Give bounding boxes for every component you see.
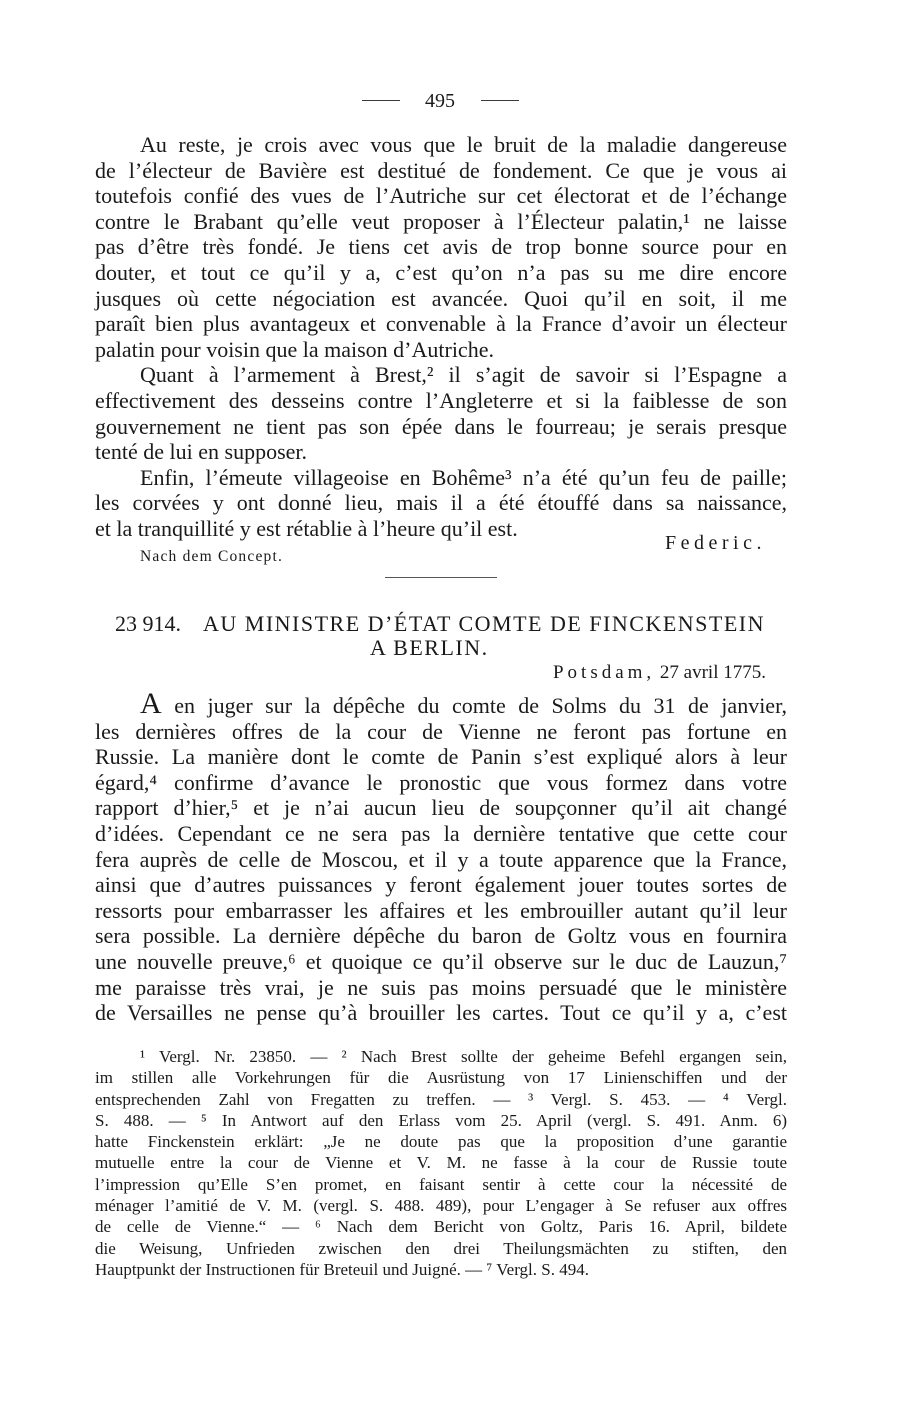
footnote-line: l’impression qu’Elle S’en promet, en faisant sentir à cette cour la nécessité de	[95, 1174, 787, 1194]
footnote-line: im stillen alle Vorkehrungen für die Ausrüstung von 17 Linienschiffen und der	[95, 1068, 787, 1088]
letter-body	[95, 687, 788, 1026]
text-line: contre le Brabant qu’elle veut proposer à l’Électeur palatin,¹ ne laisse	[95, 208, 787, 234]
text-line: ressorts pour embarrasser les affaires et les embrouiller autant qu’il leur	[95, 897, 787, 923]
signature: Federic.	[665, 532, 766, 554]
text-line: effectivement des desseins contre l’Angleterre et si la faiblesse de son	[95, 387, 787, 413]
footnotes	[95, 1046, 787, 1280]
text-line: et la tranquillité y est rétablie à l’heure qu’il est.	[95, 515, 518, 541]
footnote-line: hatte Finckenstein erklärt: „Je ne doute pas que la proposition d’une garantie	[95, 1132, 787, 1152]
text-line: toutefois confié des vues de l’Autriche sur cet électorat et de l’échange	[95, 183, 787, 209]
footnote-line: entsprechenden Zahl von Fregatten zu treffen. — ³ Vergl. S. 453. — ⁴ Vergl.	[95, 1089, 787, 1109]
text-line: douter, et tout ce qu’il y a, c’est qu’on n’a pas su me dire encore	[95, 259, 787, 285]
text-line: me paraisse très vrai, je ne suis pas moins persuadé que le ministère	[95, 974, 787, 1000]
drop-cap-initial: A	[140, 687, 162, 720]
footnote-line: ¹ Vergl. Nr. 23850. — ² Nach Brest sollte der geheime Befehl ergangen sein,	[140, 1047, 787, 1066]
header-rule-left	[362, 100, 400, 101]
text-line: gouvernement ne tient pas son épée dans le fourreau; je serais presque	[95, 413, 787, 439]
footnote-line: die Weisung, Unfrieden zwischen den drei Theilungsmächten zu stiften, den	[95, 1238, 787, 1258]
text-line: les dernières offres de la cour de Vienne ne feront pas fortune en	[95, 718, 787, 744]
footnote-line: de celle de Vienne.“ — ⁶ Nach dem Bericht von Goltz, Paris 16. April, bildete	[95, 1217, 787, 1237]
text-line: de l’électeur de Bavière est destitué de fondement. Ce que je vous ai	[95, 157, 787, 183]
text-line: palatin pour voisin que la maison d’Autriche.	[95, 336, 494, 362]
date: 27 avril 1775.	[659, 662, 766, 683]
text-line	[95, 687, 788, 720]
footnote-line: mutuelle entre la cour de Vienne et V. M. ne fasse à la cour de Russie toute	[95, 1153, 787, 1173]
letter-location: A BERLIN.	[370, 635, 489, 660]
text-line: jusques où cette négociation est avancée. Quoi qu’il en soit, il me	[95, 285, 787, 311]
letter-number: 23 914.	[115, 611, 181, 636]
text-line: Quant à l’armement à Brest,² il s’agit de savoir si l’Espagne a	[140, 362, 787, 388]
paragraph	[95, 687, 788, 1026]
text-line: tenté de lui en supposer.	[95, 439, 308, 465]
text-line: les corvées y ont donné lieu, mais il a été étouffé dans sa naissance,	[95, 490, 787, 516]
paragraph	[95, 362, 787, 464]
text-line: égard,⁴ confirme d’avance le pronostic que vous formez dans votre	[95, 769, 787, 795]
paragraph	[95, 132, 787, 362]
page-number: 495	[425, 90, 455, 112]
text-line: paraît bien plus avantageux et convenable à la France d’avoir un électeur	[95, 311, 787, 337]
text-line: ainsi que d’autres puissances y feront également jouer toutes sortes de	[95, 872, 787, 898]
place: Potsdam,	[552, 662, 656, 683]
source-note: Nach dem Concept.	[140, 548, 284, 565]
text-line: d’idées. Cependant ce ne sera pas la dernière tentative que cette cour	[95, 820, 787, 846]
line-text: en juger sur la dépêche du comte de Solms du 31 de janvier,	[174, 693, 788, 718]
text-line: pas d’être très fondé. Je tiens cet avis de trop bonne source pour en	[95, 234, 787, 260]
text-line: sera possible. La dernière dépêche du baron de Goltz vous en fournira	[95, 923, 787, 949]
footnote-line: S. 488. — ⁵ In Antwort auf den Erlass vom 25. April (vergl. S. 491. Anm. 6)	[95, 1110, 787, 1130]
footnote-line: ménager l’amitié de V. M. (vergl. S. 488. 489), pour L’engager à Se refuser aux offres	[95, 1196, 787, 1216]
place-date-line	[95, 660, 766, 686]
text-line: Enfin, l’émeute villageoise en Bohême³ n’a été qu’un feu de paille;	[140, 464, 787, 490]
footnote-block	[95, 1046, 787, 1280]
letter-recipient: AU MINISTRE D’ÉTAT COMTE DE FINCKENSTEIN	[203, 611, 765, 636]
text-line: Russie. La manière dont le comte de Panin s’est expliqué alors à leur	[95, 744, 787, 770]
section-separator	[385, 577, 497, 578]
header-rule-right	[481, 100, 519, 101]
text-line: rapport d’hier,⁵ et je n’ai aucun lieu de soupçonner qu’il ait changé	[95, 795, 787, 821]
text-line: fera auprès de celle de Moscou, et il y a toute apparence que la France,	[95, 846, 787, 872]
text-line: de Versailles ne pense qu’à brouiller les cartes. Tout ce qu’il y a, c’est	[95, 1000, 787, 1026]
footnote-line: Hauptpunkt der Instructionen für Breteuil und Juigné. — ⁷ Vergl. S. 494.	[95, 1259, 589, 1279]
text-line: Au reste, je crois avec vous que le bruit de la maladie dangereuse	[140, 132, 787, 157]
continued-letter	[95, 132, 787, 542]
text-line: une nouvelle preuve,⁶ et quoique ce qu’il observe sur le duc de Lauzun,⁷	[95, 948, 787, 974]
